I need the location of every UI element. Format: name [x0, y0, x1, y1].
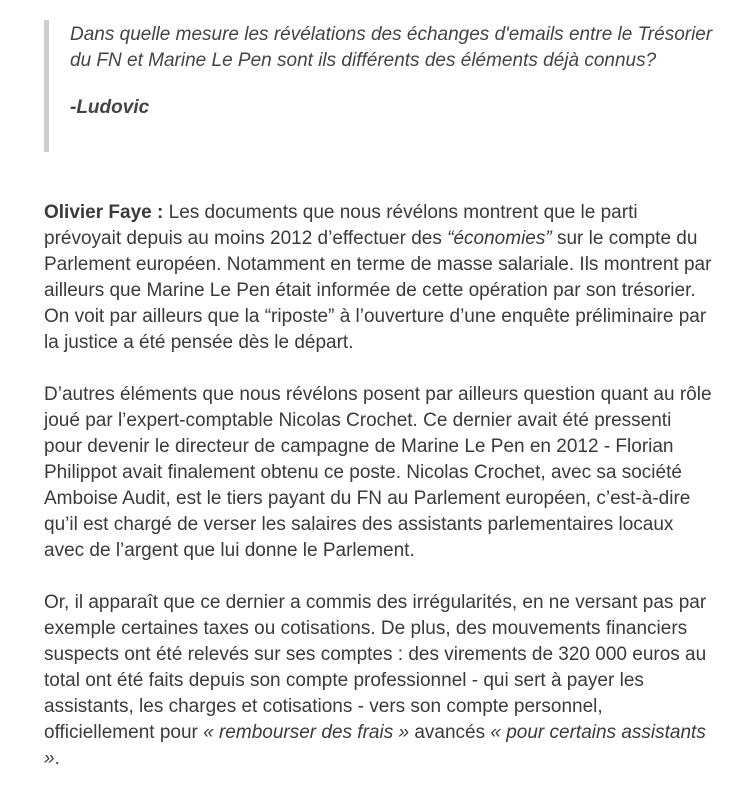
p1-text-1: Les documents que nous révélons montrent que le parti prévoyait depuis au moins 2012 d’effectuer des [44, 202, 638, 249]
question-text: Dans quelle mesure les révélations des échanges d'emails entre le Trésorier du FN et Marine Le Pen sont ils différents des éléments déjà connus? [70, 24, 713, 71]
answer-paragraph-1 [44, 200, 714, 356]
p1-text-2: sur le compte du Parlement européen. Notamment en terme de masse salariale. Ils montrent par ailleurs que Marine Le Pen était informée de cette opération par son trésorier. On voit par ailleurs que la “riposte” à l’ouverture d’une enquête préliminaire par la justice a été pensée dès le départ. [44, 228, 712, 353]
p3-text-1: Or, il apparaît que ce dernier a commis des irrégularités, en ne versant pas par exemple certaines taxes ou cotisations. De plus, des mouvements financiers suspects ont été relevés sur ses comptes : des virements de 320 000 euros au total ont été faits depuis son compte professionnel - qui sert à payer les assistants, les charges et cotisations - vers son compte personnel, officiellement pour [44, 592, 707, 743]
p3-text-2: avancés [409, 722, 491, 743]
answer-paragraph-3 [44, 590, 714, 772]
speaker-name: Olivier Faye : [44, 202, 164, 223]
p3-emphasis-1: « rembourser des frais » [203, 722, 410, 743]
question-author: -Ludovic [70, 97, 150, 118]
p3-emphasis-2: « pour certains assistants » [44, 722, 706, 769]
p3-text-3: . [54, 748, 60, 769]
answer-paragraph-2: D’autres éléments que nous révélons posent par ailleurs question quant au rôle joué par l’expert-comptable Nicolas Crochet. Ce dernier avait été pressenti pour devenir le directeur de campagne de Marine Le Pen en 2012 - Florian Philippot avait finalement obtenu ce poste. Nicolas Crochet, avec sa société Amboise Audit, est le tiers payant du FN au Parlement européen, c’est-à-dire qu’il est chargé de verser les salaires des assistants parlementaires locaux avec de l’argent que lui donne le Parlement. [44, 384, 712, 561]
answer-body [44, 200, 714, 798]
reader-question-blockquote [44, 20, 734, 152]
p1-emphasis: “économies” [447, 228, 552, 249]
